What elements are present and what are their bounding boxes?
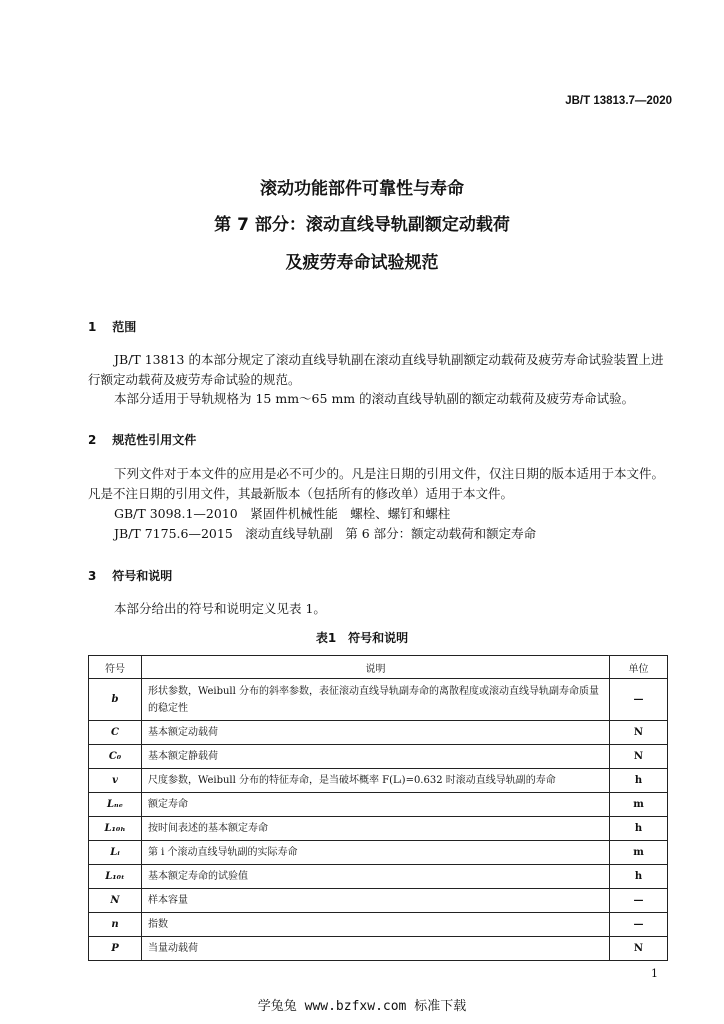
symbols-table bbox=[88, 655, 668, 961]
description-cell: 当量动载荷 bbox=[142, 937, 610, 961]
description-cell: 基本额定动载荷 bbox=[142, 721, 610, 745]
scope-paragraph-2: 本部分适用于导轨规格为 15 mm～65 mm 的滚动直线导轨副的额定动载荷及疲劳寿命试验。 bbox=[114, 391, 635, 406]
table-row bbox=[89, 889, 668, 913]
description-cell: 按时间表述的基本额定寿命 bbox=[142, 817, 610, 841]
description-cell: 额定寿命 bbox=[142, 793, 610, 817]
table-row bbox=[89, 793, 668, 817]
table-row bbox=[89, 721, 668, 745]
unit-cell: m bbox=[610, 841, 668, 865]
symbol-cell: Lᵢ bbox=[89, 841, 142, 865]
title-line-3: 及疲劳寿命试验规范 bbox=[285, 253, 439, 273]
symbol-cell: P bbox=[89, 937, 142, 961]
unit-cell: N bbox=[610, 721, 668, 745]
section-heading-normative-references bbox=[88, 431, 196, 448]
section-heading-scope bbox=[88, 318, 136, 335]
description-cell: 第 i 个滚动直线导轨副的实际寿命 bbox=[142, 841, 610, 865]
section-number: 2 bbox=[88, 433, 97, 447]
section-heading-symbols bbox=[88, 567, 172, 584]
symbol-cell: b bbox=[89, 679, 142, 721]
symbol-cell: L₁₀ₜ bbox=[89, 865, 142, 889]
standard-number: JB/T 13813.7—2020 bbox=[565, 95, 672, 107]
description-cell: 尺度参数，Weibull 分布的特征寿命，是当破坏概率 F(Lᵢ)=0.632 时滚动直线导轨副的寿命 bbox=[142, 769, 610, 793]
symbol-cell: n bbox=[89, 913, 142, 937]
unit-cell: h bbox=[610, 769, 668, 793]
unit-cell: N bbox=[610, 745, 668, 769]
table-row bbox=[89, 745, 668, 769]
table-caption: 表1 符号和说明 bbox=[315, 631, 409, 645]
unit-cell: h bbox=[610, 817, 668, 841]
table-row bbox=[89, 841, 668, 865]
description-cell: 基本额定寿命的试验值 bbox=[142, 865, 610, 889]
scope-paragraph-1: JB/T 13813 的本部分规定了滚动直线导轨副在滚动直线导轨副额定动载荷及疲劳寿命试验装置上进行额定动载荷及疲劳寿命试验的规范。 bbox=[88, 352, 664, 387]
column-header-description: 说明 bbox=[142, 656, 610, 679]
reference-item: JB/T 7175.6—2015 滚动直线导轨副 第 6 部分：额定动载荷和额定寿命 bbox=[114, 526, 537, 541]
table-row bbox=[89, 937, 668, 961]
section-title: 符号和说明 bbox=[112, 569, 173, 583]
table-row bbox=[89, 769, 668, 793]
description-cell: 形状参数，Weibull 分布的斜率参数，表征滚动直线导轨副寿命的离散程度或滚动直线导轨副寿命质量的稳定性 bbox=[142, 679, 610, 721]
section-number: 1 bbox=[88, 320, 97, 334]
symbols-intro-paragraph: 本部分给出的符号和说明定义见表 1。 bbox=[114, 601, 326, 616]
references-intro-paragraph: 下列文件对于本文件的应用是必不可少的。凡是注日期的引用文件，仅注日期的版本适用于本文件。凡是不注日期的引用文件，其最新版本（包括所有的修改单）适用于本文件。 bbox=[88, 466, 665, 501]
symbol-cell: Lₙₑ bbox=[89, 793, 142, 817]
column-header-unit: 单位 bbox=[610, 656, 668, 679]
page-number: 1 bbox=[651, 967, 658, 980]
table-header-row bbox=[89, 656, 668, 679]
title-line-1: 滚动功能部件可靠性与寿命 bbox=[260, 179, 464, 199]
description-cell: 样本容量 bbox=[142, 889, 610, 913]
table-row bbox=[89, 679, 668, 721]
section-title: 规范性引用文件 bbox=[112, 433, 197, 447]
unit-cell: — bbox=[610, 913, 668, 937]
symbol-cell: L₁₀ₕ bbox=[89, 817, 142, 841]
section-number: 3 bbox=[88, 569, 97, 583]
table-row bbox=[89, 817, 668, 841]
reference-item: GB/T 3098.1—2010 紧固件机械性能 螺栓、螺钉和螺柱 bbox=[114, 506, 451, 521]
symbol-cell: C bbox=[89, 721, 142, 745]
description-cell: 基本额定静载荷 bbox=[142, 745, 610, 769]
section-title: 范围 bbox=[112, 320, 137, 334]
table-row bbox=[89, 913, 668, 937]
symbol-cell: C₀ bbox=[89, 745, 142, 769]
unit-cell: h bbox=[610, 865, 668, 889]
column-header-symbol: 符号 bbox=[89, 656, 142, 679]
symbol-cell: v bbox=[89, 769, 142, 793]
unit-cell: — bbox=[610, 889, 668, 913]
unit-cell: — bbox=[610, 679, 668, 721]
unit-cell: N bbox=[610, 937, 668, 961]
table-row bbox=[89, 865, 668, 889]
title-line-2: 第 7 部分：滚动直线导轨副额定动载荷 bbox=[214, 215, 510, 235]
description-cell: 指数 bbox=[142, 913, 610, 937]
unit-cell: m bbox=[610, 793, 668, 817]
symbol-cell: N bbox=[89, 889, 142, 913]
watermark-text: 学兔兔 www.bzfxw.com 标准下载 bbox=[257, 999, 467, 1014]
